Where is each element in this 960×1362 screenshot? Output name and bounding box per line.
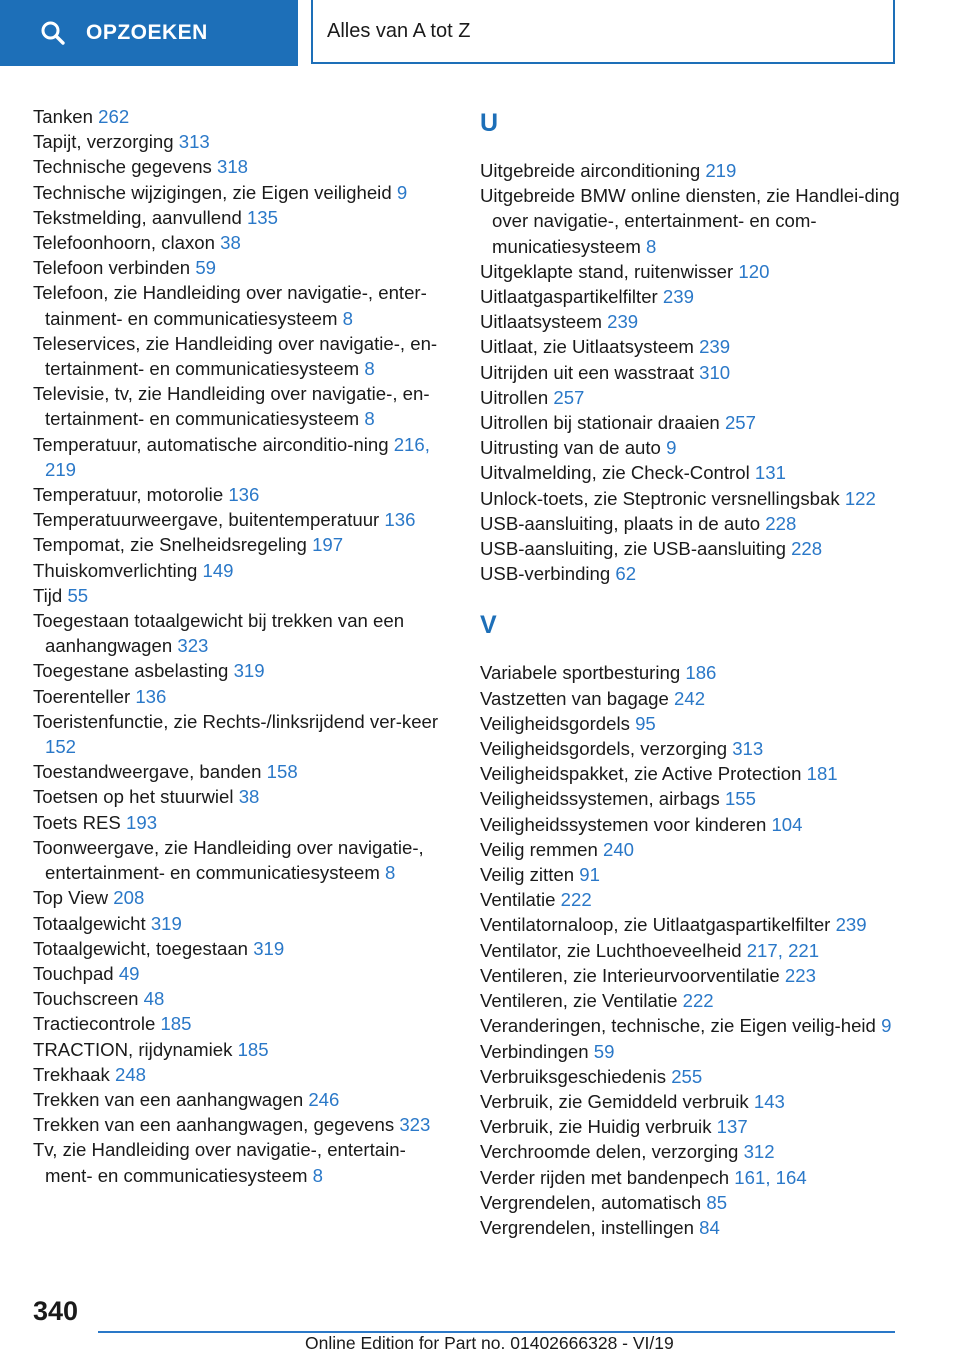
index-entry — [33, 280, 453, 330]
index-term: Televisie, tv, zie Handleiding over navigatie-, en-tertainment- en communicatiesysteem — [33, 383, 430, 430]
page-reference-link[interactable]: 137 — [716, 1116, 748, 1138]
index-entry — [480, 1039, 910, 1064]
index-entry — [480, 1190, 910, 1215]
search-button[interactable] — [0, 0, 298, 66]
page-reference-link[interactable]: 104 — [771, 813, 803, 835]
page-reference-link[interactable]: 8 — [364, 408, 375, 430]
index-entry — [480, 862, 910, 887]
index-term: Toerenteller — [33, 685, 131, 707]
page-reference-link[interactable]: 197 — [312, 534, 344, 556]
page-reference-link[interactable]: 246 — [308, 1088, 340, 1110]
index-column-right — [480, 104, 910, 1240]
index-term: Trekken van een aanhangwagen — [33, 1088, 304, 1110]
index-entry — [480, 334, 910, 359]
page-reference-link[interactable]: 152 — [45, 736, 77, 758]
index-entry — [33, 911, 453, 936]
page-reference-link[interactable]: 59 — [195, 257, 216, 279]
page-reference-link[interactable]: 8 — [385, 862, 396, 884]
index-entry — [480, 686, 910, 711]
index-entry — [480, 1114, 910, 1139]
index-term: Uitlaatsysteem — [480, 311, 602, 333]
index-term: Veiligheidspakket, zie Active Protection — [480, 763, 802, 785]
index-term: Toegestane asbelasting — [33, 660, 229, 682]
index-entry — [480, 938, 910, 963]
index-term: Ventilatornaloop, zie Uitlaatgaspartikelfilter — [480, 914, 831, 936]
index-entry — [33, 885, 453, 910]
index-term: Unlock-toets, zie Steptronic versnellingsbak — [480, 487, 840, 509]
index-entry — [480, 385, 910, 410]
index-entry — [480, 536, 910, 561]
index-entry — [480, 912, 910, 937]
index-term: Veranderingen, technische, zie Eigen veilig-heid — [480, 1015, 876, 1037]
index-term: Veiligheidsgordels, verzorging — [480, 738, 728, 760]
page-reference-link[interactable]: 217, 221 — [746, 939, 820, 961]
page-reference-link[interactable]: 228 — [765, 512, 797, 534]
index-term: Uitgeklapte stand, ruitenwisser — [480, 260, 734, 282]
index-term: Technische wijzigingen, zie Eigen veiligheid — [33, 181, 392, 203]
index-entry — [33, 507, 453, 532]
page-reference-link[interactable]: 323 — [399, 1114, 431, 1136]
index-entry — [480, 812, 910, 837]
index-entry — [480, 284, 910, 309]
search-icon — [40, 20, 66, 46]
index-term: Telefoon, zie Handleiding over navigatie-, enter-tainment- en communicatiesysteem — [33, 282, 427, 329]
footer-edition: Online Edition for Part no. 01402666328 - VI/19 — [305, 1333, 674, 1353]
search-button-label: OPZOEKEN — [86, 21, 208, 44]
index-entry — [33, 658, 453, 683]
page-reference-link[interactable]: 257 — [553, 386, 585, 408]
index-term: Top View — [33, 887, 109, 909]
page-reference-link[interactable]: 38 — [220, 232, 241, 254]
index-term: Uitrollen bij stationair draaien — [480, 412, 720, 434]
index-entry — [480, 511, 910, 536]
page-reference-link[interactable]: 62 — [615, 563, 637, 585]
index-entry — [33, 558, 453, 583]
section-letter: V — [480, 611, 497, 640]
index-term: Totaalgewicht — [33, 912, 146, 934]
index-term: Touchpad — [33, 962, 114, 984]
index-entry — [33, 1087, 453, 1112]
page-reference-link[interactable]: 85 — [706, 1191, 728, 1213]
page-reference-link[interactable]: 136 — [228, 484, 260, 506]
page-reference-link[interactable]: 242 — [674, 687, 706, 709]
page-reference-link[interactable]: 84 — [699, 1216, 720, 1238]
index-entry — [480, 963, 910, 988]
index-entry — [480, 309, 910, 334]
index-entry — [480, 736, 910, 761]
index-entry — [33, 835, 453, 885]
index-term: Ventilatie — [480, 889, 556, 911]
index-entry — [480, 460, 910, 485]
header-bar — [0, 0, 960, 66]
page-reference-link[interactable]: 313 — [178, 131, 210, 153]
index-term: Touchscreen — [33, 988, 139, 1010]
index-entry — [480, 988, 910, 1013]
index-term: Technische gegevens — [33, 156, 212, 178]
section-letter: U — [480, 109, 499, 137]
index-entry — [480, 1064, 910, 1089]
index-term: Uitlaat, zie Uitlaatsysteem — [480, 336, 694, 358]
page-reference-link[interactable]: 59 — [593, 1040, 615, 1062]
index-entry — [33, 1137, 453, 1187]
index-term: Tapijt, verzorging — [33, 131, 174, 153]
index-entry — [33, 1112, 453, 1137]
index-term: TRACTION, rijdynamiek — [33, 1038, 233, 1060]
page-reference-link[interactable]: 95 — [635, 712, 656, 734]
page-reference-link[interactable]: 257 — [724, 412, 756, 434]
index-term: Trekhaak — [33, 1063, 110, 1085]
page-reference-link[interactable]: 223 — [784, 964, 816, 986]
index-entry — [33, 986, 453, 1011]
breadcrumb[interactable] — [311, 0, 895, 64]
index-term: Tekstmelding, aanvullend — [33, 206, 242, 228]
index-term: Uitgebreide airconditioning — [480, 160, 701, 181]
index-term: Uitrollen — [480, 386, 549, 408]
index-entry — [480, 1013, 910, 1038]
index-term: Thuiskomverlichting — [33, 559, 198, 581]
index-term: Ventileren, zie Interieurvoorventilatie — [480, 964, 780, 986]
index-entry — [33, 936, 453, 961]
index-term: Tijd — [33, 584, 63, 606]
index-term: Tv, zie Handleiding over navigatie-, entertain-ment- en communicatiesysteem — [33, 1139, 406, 1186]
page-reference-link[interactable]: 136 — [384, 509, 416, 531]
index-term: Verbruiksgeschiedenis — [480, 1065, 667, 1087]
index-term: Vastzetten van bagage — [480, 687, 669, 709]
index-term: Verder rijden met bandenpech — [480, 1166, 730, 1188]
page-reference-link[interactable]: 313 — [732, 738, 764, 760]
index-entry — [33, 331, 453, 381]
page-reference-link[interactable]: 319 — [253, 937, 285, 959]
index-term: Vergrendelen, instellingen — [480, 1216, 694, 1238]
page-reference-link[interactable]: 255 — [671, 1065, 703, 1087]
page-reference-link[interactable]: 155 — [724, 788, 756, 810]
page-reference-link[interactable]: 8 — [312, 1164, 323, 1186]
index-entry — [33, 205, 453, 230]
index-entry — [480, 1215, 910, 1240]
index-term: Verbindingen — [480, 1040, 589, 1062]
index-entry — [480, 561, 910, 586]
index-term: Veilig zitten — [480, 864, 575, 886]
index-term: Toetsen op het stuurwiel — [33, 786, 234, 808]
index-entry — [33, 255, 453, 280]
page-reference-link[interactable]: 122 — [844, 487, 876, 509]
index-term: Verbruik, zie Huidig verbruik — [480, 1116, 712, 1138]
index-entry — [33, 759, 453, 784]
breadcrumb-label: Alles van A tot Z — [327, 19, 471, 42]
page-reference-link[interactable]: 55 — [67, 584, 89, 606]
index-term: Toets RES — [33, 811, 121, 833]
index-entry — [33, 532, 453, 557]
index-term: Uitvalmelding, zie Check-Control — [480, 462, 750, 484]
index-term: Uitgebreide BMW online diensten, zie Handlei-ding over navigatie-, entertainment- en com-municatiesysteem — [480, 185, 900, 257]
page-reference-link[interactable]: 323 — [177, 635, 209, 657]
index-term: USB-aansluiting, plaats in de auto — [480, 512, 761, 534]
page-reference-link[interactable]: 222 — [682, 990, 714, 1012]
index-term: Temperatuurweergave, buitentemperatuur — [33, 509, 380, 531]
index-term: Toegestaan totaalgewicht bij trekken van een aanhangwagen — [33, 610, 405, 657]
page-reference-link[interactable]: 38 — [238, 786, 260, 808]
page-reference-link[interactable]: 49 — [118, 962, 140, 984]
index-entry — [480, 711, 910, 736]
index-entry — [480, 360, 910, 385]
index-entry — [480, 183, 910, 259]
page-reference-link[interactable]: 312 — [743, 1141, 775, 1163]
index-term: Vergrendelen, automatisch — [480, 1191, 702, 1213]
index-term: Ventilator, zie Luchthoeveelheid — [480, 939, 742, 961]
index-term: Toeristenfunctie, zie Rechts-/linksrijdend ver-keer — [33, 710, 439, 732]
index-entry — [480, 410, 910, 435]
page-reference-link[interactable]: 318 — [217, 156, 249, 178]
index-column-left — [33, 104, 453, 1188]
index-entry — [33, 583, 453, 608]
page-reference-link[interactable]: 239 — [699, 336, 731, 358]
index-entry — [480, 486, 910, 511]
page-reference-link[interactable]: 186 — [685, 662, 717, 684]
index-term: Tanken — [33, 106, 93, 127]
index-term: Uitrusting van de auto — [480, 437, 661, 459]
index-entry — [480, 786, 910, 811]
page-reference-link[interactable]: 9 — [396, 181, 408, 203]
page-reference-link[interactable]: 228 — [791, 538, 823, 560]
index-term: Toestandweergave, banden — [33, 761, 262, 783]
page-reference-link[interactable]: 158 — [266, 761, 298, 783]
index-entry — [33, 230, 453, 255]
index-entry — [480, 435, 910, 460]
index-term: Tempomat, zie Snelheidsregeling — [33, 534, 307, 556]
index-term: Veiligheidssystemen, airbags — [480, 788, 720, 810]
index-entry — [33, 104, 453, 129]
index-entry — [33, 482, 453, 507]
index-term: Veiligheidssystemen voor kinderen — [480, 813, 767, 835]
index-term: Telefoon verbinden — [33, 257, 191, 279]
page-reference-link[interactable]: 8 — [342, 307, 353, 329]
index-entry — [33, 180, 453, 205]
index-entry — [33, 709, 453, 759]
index-entry — [480, 887, 910, 912]
page-reference-link[interactable]: 216, 219 — [45, 433, 430, 480]
index-term: Variabele sportbesturing — [480, 662, 681, 684]
index-entry — [480, 158, 910, 183]
index-entry — [480, 1139, 910, 1164]
index-entry — [33, 154, 453, 179]
index-entry — [33, 961, 453, 986]
index-entry — [33, 129, 453, 154]
index-term: Tractiecontrole — [33, 1013, 156, 1035]
page-reference-link[interactable]: 9 — [666, 437, 677, 459]
page-reference-link[interactable]: 9 — [881, 1015, 892, 1037]
page-reference-link[interactable]: 262 — [98, 106, 130, 127]
page-reference-link[interactable]: 143 — [753, 1090, 785, 1112]
index-entry — [33, 784, 453, 809]
section-spacer — [480, 586, 910, 606]
index-entry — [33, 432, 453, 482]
index-term: Ventileren, zie Ventilatie — [480, 990, 678, 1012]
page-reference-link[interactable]: 193 — [126, 811, 158, 833]
index-entry — [480, 1165, 910, 1190]
page-reference-link[interactable]: 185 — [160, 1013, 192, 1035]
index-term: USB-aansluiting, zie USB-aansluiting — [480, 538, 786, 560]
index-entry — [480, 837, 910, 862]
page-reference-link[interactable]: 239 — [607, 311, 639, 333]
page-reference-link[interactable]: 149 — [202, 559, 234, 581]
index-term: Totaalgewicht, toegestaan — [33, 937, 249, 959]
index-term: USB-verbinding — [480, 563, 611, 585]
page-reference-link[interactable]: 185 — [237, 1038, 269, 1060]
page-reference-link[interactable]: 131 — [754, 462, 786, 484]
index-entry — [33, 1062, 453, 1087]
letter-spacer — [480, 142, 910, 158]
index-entry — [480, 259, 910, 284]
page-reference-link[interactable]: 248 — [115, 1063, 147, 1085]
letter-spacer — [480, 644, 910, 660]
index-entry — [480, 1089, 910, 1114]
index-entry — [33, 684, 453, 709]
index-entry — [33, 381, 453, 431]
page-reference-link[interactable]: 8 — [645, 235, 657, 257]
page-reference-link[interactable]: 240 — [602, 838, 635, 860]
page-reference-link[interactable]: 161, 164 — [734, 1166, 807, 1188]
page-reference-link[interactable]: 135 — [246, 206, 278, 228]
index-term: Verbruik, zie Gemiddeld verbruik — [480, 1090, 749, 1112]
index-term: Temperatuur, motorolie — [33, 484, 224, 506]
page-reference-link[interactable]: 181 — [806, 763, 838, 785]
index-term: Uitlaatgaspartikelfilter — [480, 286, 658, 308]
page-reference-link[interactable]: 136 — [135, 685, 167, 707]
index-term: Temperatuur, automatische airconditio-ning — [33, 433, 389, 455]
page-reference-link[interactable]: 310 — [699, 361, 731, 383]
index-entry — [33, 810, 453, 835]
page-reference-link[interactable]: 208 — [113, 887, 145, 909]
page-reference-link[interactable]: 222 — [560, 889, 592, 911]
index-term: Telefoonhoorn, claxon — [33, 232, 215, 254]
page-reference-link[interactable]: 319 — [150, 912, 182, 934]
index-term: Veiligheidsgordels — [480, 712, 630, 734]
page-reference-link[interactable]: 219 — [705, 160, 737, 181]
index-term: Teleservices, zie Handleiding over navigatie-, en-tertainment- en communicatiesysteem — [33, 332, 438, 380]
page-reference-link[interactable]: 48 — [143, 988, 165, 1010]
index-entry — [33, 1011, 453, 1036]
index-term: Verchroomde delen, verzorging — [480, 1141, 739, 1163]
page-reference-link[interactable]: 239 — [662, 286, 694, 308]
index-term: Trekken van een aanhangwagen, gegevens — [33, 1114, 395, 1136]
index-term: Toonweergave, zie Handleiding over navigatie-, entertainment- en communicatiesysteem — [33, 836, 424, 884]
page-reference-link[interactable]: 91 — [579, 864, 600, 886]
index-entry — [33, 608, 453, 658]
index-entry — [480, 761, 910, 786]
page-reference-link[interactable]: 8 — [364, 358, 375, 380]
index-term: Veilig remmen — [480, 838, 598, 860]
index-entry — [33, 1037, 453, 1062]
index-entry — [480, 660, 910, 685]
page-reference-link[interactable]: 319 — [233, 660, 265, 682]
page-number: 340 — [33, 1296, 79, 1326]
index-term: Uitrijden uit een wasstraat — [480, 361, 694, 383]
page-reference-link[interactable]: 120 — [738, 260, 770, 282]
page-reference-link[interactable]: 239 — [835, 914, 867, 936]
